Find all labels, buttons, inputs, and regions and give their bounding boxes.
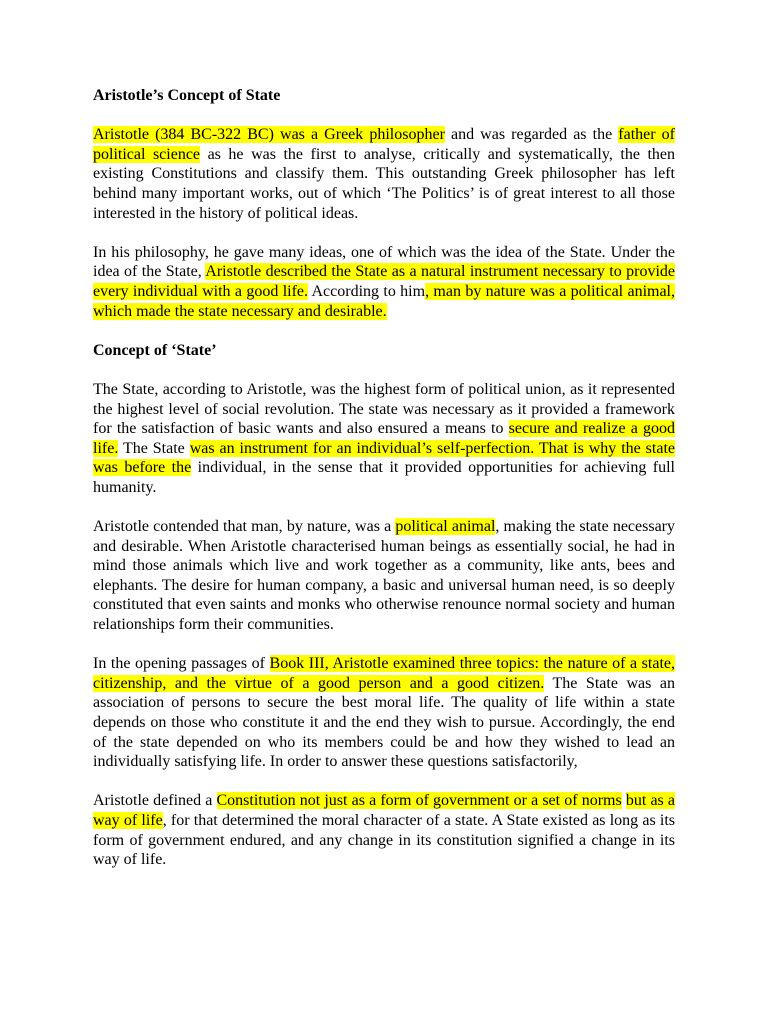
body-text: , making the state necessary and desirable. When Aristotle characterised human beings as essentially social, he had in mind those animals which live and work together as a community, like ants, bees and elephants. The desire for human company, a basic and universal human need, is so deeply constituted that even saints and monks who otherwise renounce normal society and human relationships form their communities. [93,518,676,634]
highlighted-text: , man by nature was a political animal, which made the state necessary and desirable. [93,282,676,320]
highlighted-text: Book III, Aristotle examined three topics: the nature of a state, citizenship, and the virtue of a good person and a good citizen. [93,655,675,692]
body-text: The State was an association of persons to secure the best moral life. The quality of life within a state depends on those who constitute it and the end they wish to pursue. Accordingly, the end of the state depended on who its members could be and how they wished to lead an individually satisfying life. In order to answer these questions satisfactorily, [93,674,676,771]
paragraph-book-three [93,654,675,772]
paragraph-highest-union [93,380,675,498]
highlighted-text: was an instrument for an individual’s self-perfection. That is why the state was before the [93,439,676,477]
highlighted-text: secure and realize a good life. [93,420,676,457]
body-text: Aristotle contended that man, by nature, was a [93,518,396,536]
body-text: individual, in the sense that it provided opportunities for achieving full humanity. [93,459,675,496]
body-text: The State [118,439,190,457]
highlighted-text: political animal [395,518,496,536]
highlighted-text: Constitution not just as a form of government or a set of norms [216,792,622,810]
body-text: In his philosophy, he gave many ideas, one of which was the idea of the State. Under the idea of the State, [93,243,675,281]
highlighted-text: but as a way of life [93,792,676,829]
highlighted-text: father of political science [93,126,675,163]
section-heading-concept: Concept of ‘State’ [93,341,217,359]
body-text: In the opening passages of [93,655,270,673]
paragraph-intro [93,125,675,223]
document-page [93,86,675,889]
body-text: as he was the first to analyse, critically and systematically, the then existing Constitutions and classify them. This outstanding Greek philosopher has left behind many important works, out of which ‘The Politics’ is of great interest to all those interested in the history of political ideas. [93,145,675,222]
body-text: Aristotle defined a [93,792,217,810]
body-text: and was regarded as the [444,126,619,144]
body-text: , for that determined the moral character of a state. A State existed as long as its form of government endured, and any change in its constitution signified a change in its way of life. [93,811,675,869]
highlighted-text: Aristotle described the State as a natural instrument necessary to provide every individual with a good life. [93,263,675,300]
paragraph-idea-of-state [93,243,675,321]
paragraph-constitution [93,791,675,869]
body-text: According to him [308,282,426,300]
paragraph-political-animal [93,517,675,635]
body-text: The State, according to Aristotle, was the highest form of political union, as it represented the highest level of social revolution. The state was necessary as it provided a framework for the satisfaction of basic wants and also ensured a means to [93,380,675,438]
highlighted-text: Aristotle (384 BC-322 BC) was a Greek philosopher [93,126,445,144]
document-title: Aristotle’s Concept of State [93,87,281,104]
